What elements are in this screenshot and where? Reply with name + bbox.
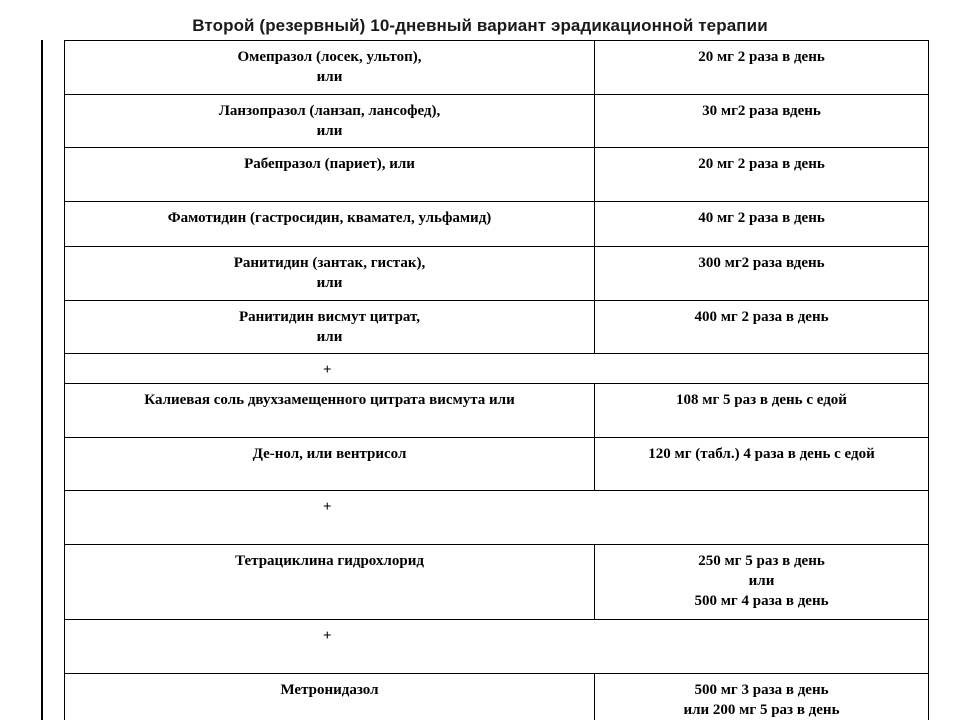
drug-cell: Омепразол (лосек, ультоп), или bbox=[65, 41, 595, 95]
table-row bbox=[65, 95, 929, 148]
separator-row bbox=[65, 354, 929, 384]
table-row bbox=[65, 148, 929, 202]
dose-cell: 300 мг2 раза вдень bbox=[595, 247, 929, 301]
dose-cell: 40 мг 2 раза в день bbox=[595, 202, 929, 247]
left-border-line bbox=[41, 40, 43, 720]
dose-cell: 250 мг 5 раз в день или 500 мг 4 раза в день bbox=[595, 545, 929, 620]
table-row bbox=[65, 247, 929, 301]
therapy-table bbox=[64, 40, 929, 720]
plus-separator: + bbox=[65, 491, 929, 545]
separator-row bbox=[65, 620, 929, 674]
drug-cell: Калиевая соль двухзамещенного цитрата висмута или bbox=[65, 384, 595, 438]
drug-cell: Ранитидин висмут цитрат, или bbox=[65, 301, 595, 354]
dose-cell: 30 мг2 раза вдень bbox=[595, 95, 929, 148]
table-row bbox=[65, 674, 929, 720]
plus-separator: + bbox=[65, 354, 929, 384]
drug-cell: Рабепразол (париет), или bbox=[65, 148, 595, 202]
dose-cell: 120 мг (табл.) 4 раза в день с едой bbox=[595, 438, 929, 491]
drug-cell: Ранитидин (зантак, гистак), или bbox=[65, 247, 595, 301]
dose-cell: 400 мг 2 раза в день bbox=[595, 301, 929, 354]
drug-cell: Метронидазол bbox=[65, 674, 595, 720]
table-row bbox=[65, 438, 929, 491]
drug-cell: Фамотидин (гастросидин, квамател, ульфамид) bbox=[65, 202, 595, 247]
dose-cell: 108 мг 5 раз в день с едой bbox=[595, 384, 929, 438]
table-row bbox=[65, 41, 929, 95]
slide-title: Второй (резервный) 10-дневный вариант эрадикационной терапии bbox=[192, 16, 768, 35]
drug-cell: Тетрациклина гидрохлорид bbox=[65, 545, 595, 620]
table-row bbox=[65, 202, 929, 247]
table-row bbox=[65, 301, 929, 354]
table-row bbox=[65, 545, 929, 620]
dose-cell: 20 мг 2 раза в день bbox=[595, 148, 929, 202]
drug-cell: Ланзопразол (ланзап, лансофед), или bbox=[65, 95, 595, 148]
plus-separator: + bbox=[65, 620, 929, 674]
dose-cell: 500 мг 3 раза в день или 200 мг 5 раз в день bbox=[595, 674, 929, 720]
table-row bbox=[65, 384, 929, 438]
dose-cell: 20 мг 2 раза в день bbox=[595, 41, 929, 95]
separator-row bbox=[65, 491, 929, 545]
drug-cell: Де-нол, или вентрисол bbox=[65, 438, 595, 491]
